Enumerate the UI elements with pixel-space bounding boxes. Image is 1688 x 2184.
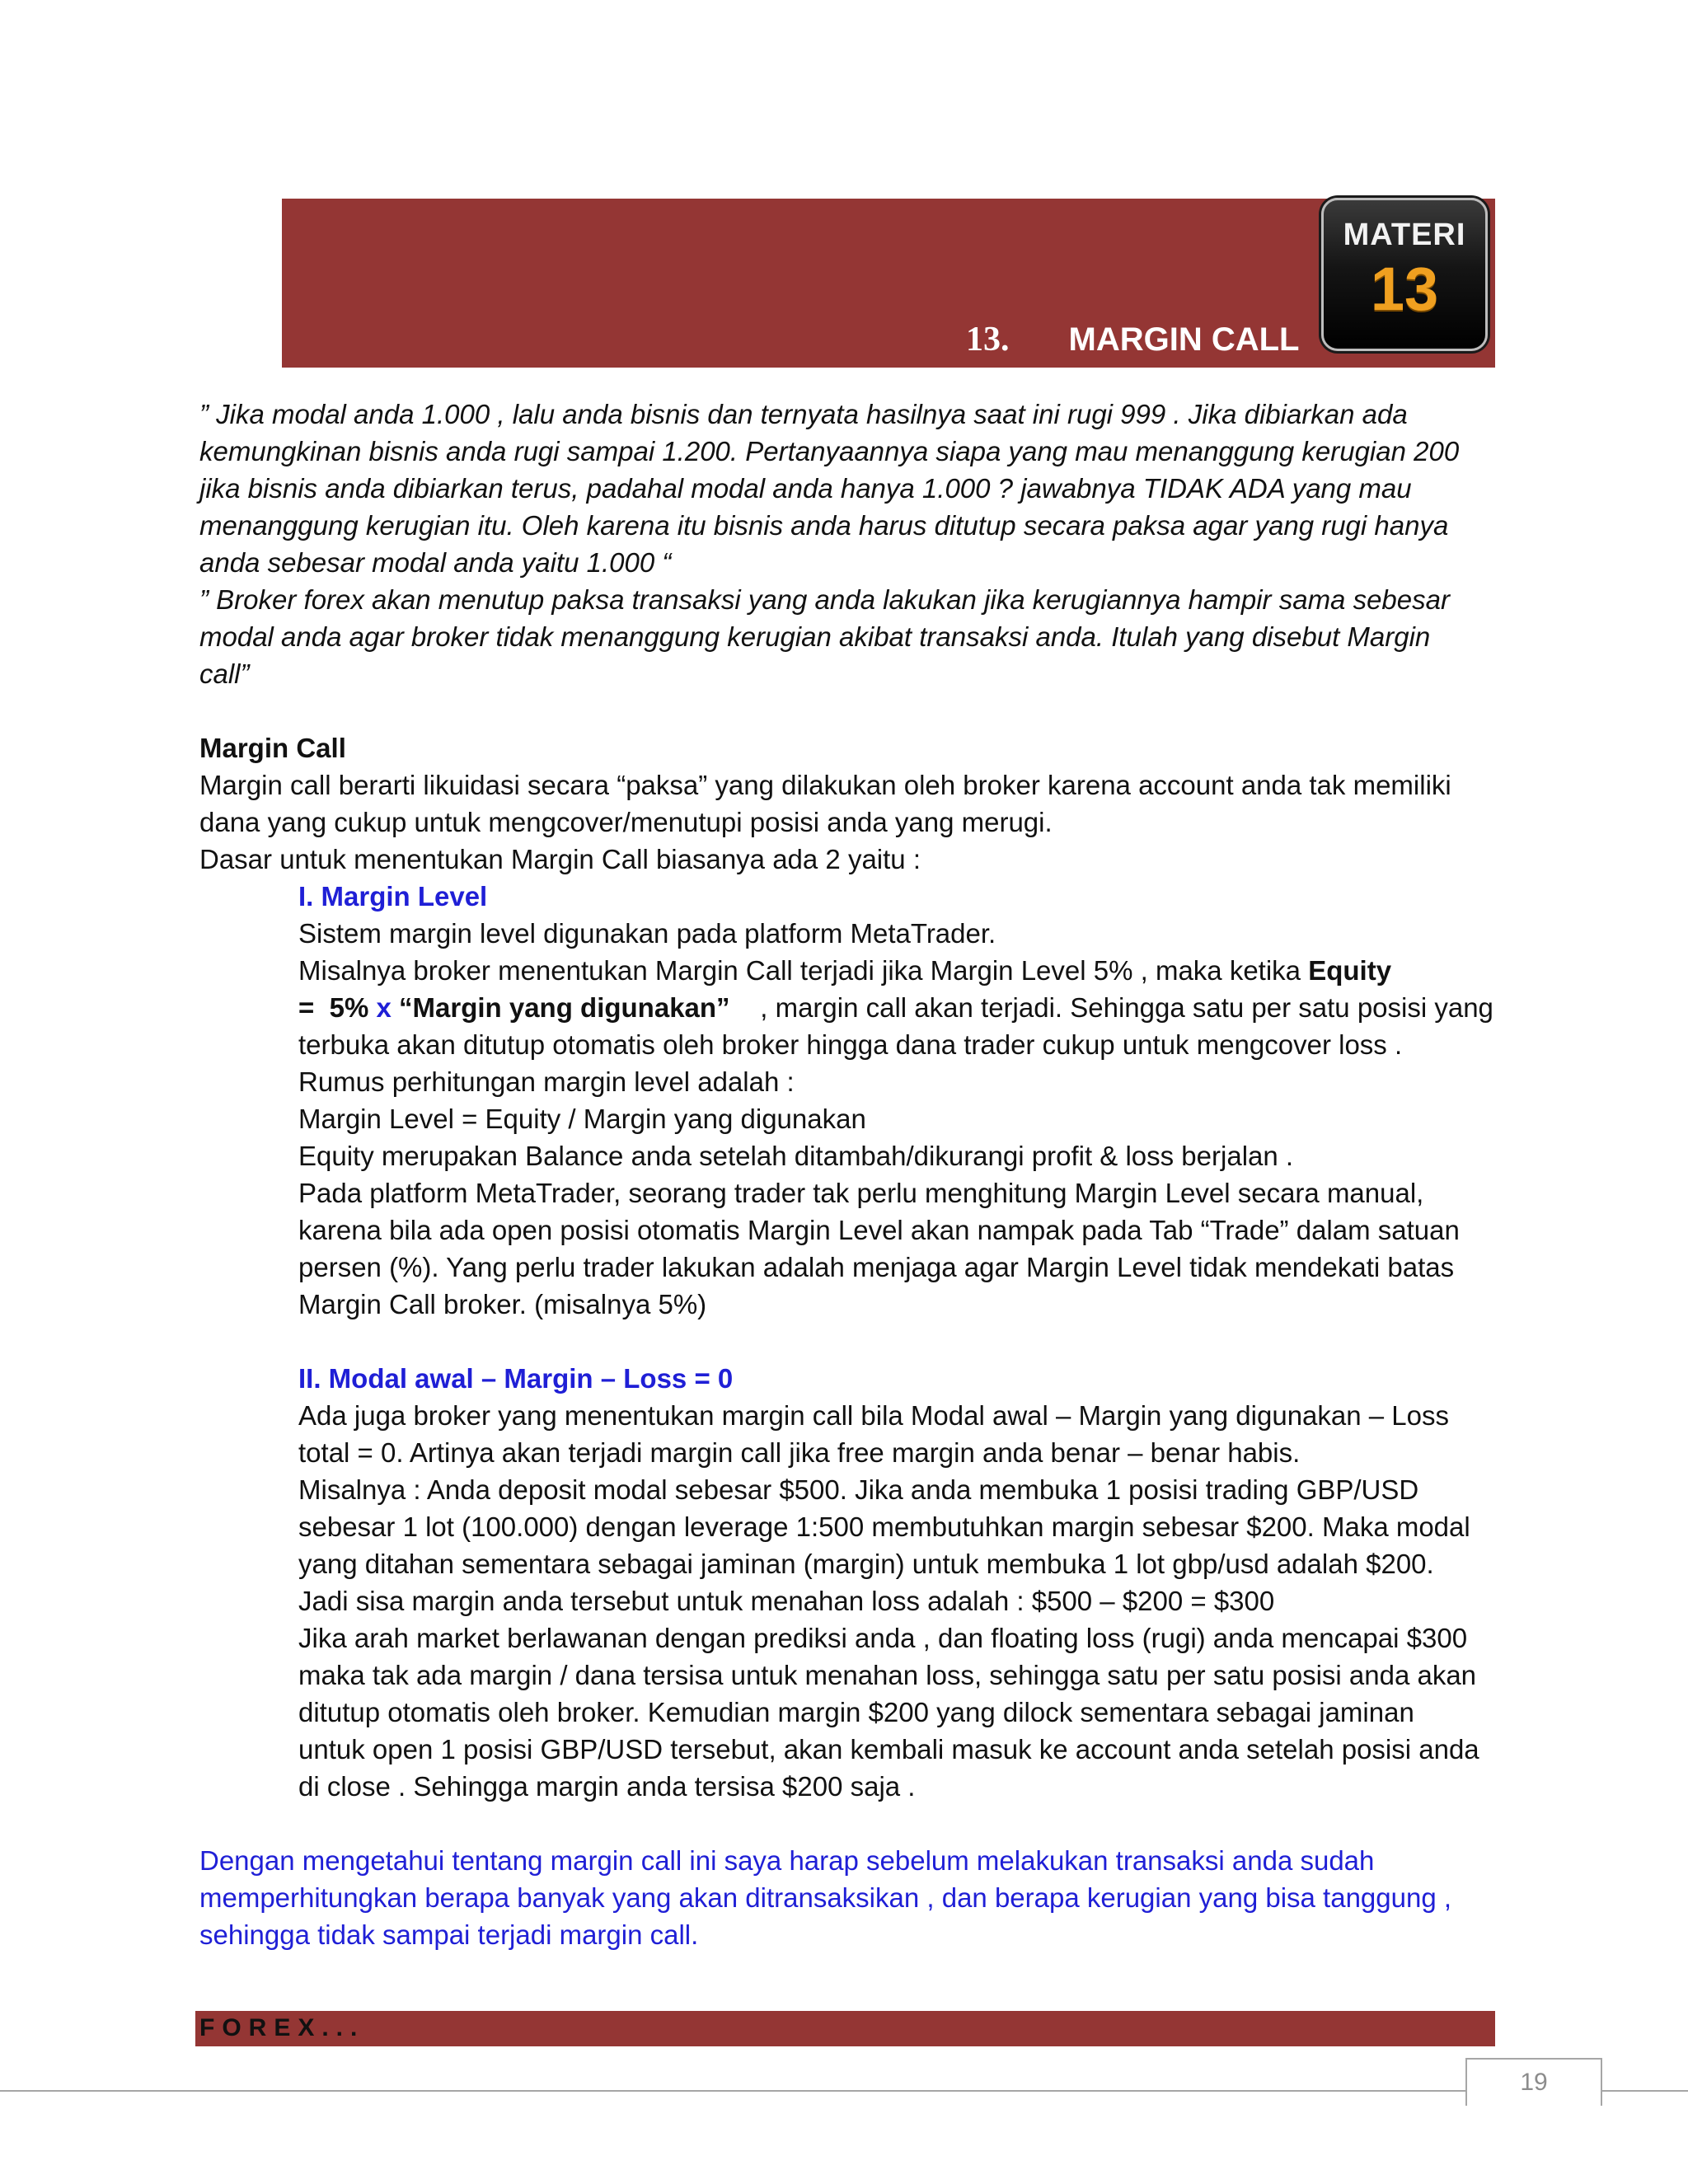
section-heading-margin-call: Margin Call <box>199 733 346 763</box>
text-line: karena bila ada open posisi otomatis Margin Level akan nampak pada Tab “Trade” dalam satuan <box>298 1215 1460 1245</box>
section-margin-level <box>298 878 1493 1805</box>
text-line: persen (%). Yang perlu trader lakukan adalah menjaga agar Margin Level tidak mendekati batas <box>298 1252 1455 1282</box>
text-line: jika bisnis anda dibiarkan terus, padahal modal anda hanya 1.000 ? jawabnya TIDAK ADA yang mau <box>199 473 1412 504</box>
text-line: Margin Call broker. (misalnya 5%) <box>298 1289 707 1319</box>
text-line: anda sebesar modal anda yaitu 1.000 “ <box>199 547 672 578</box>
section-heading-margin-level: I. Margin Level <box>298 881 488 912</box>
materi-badge <box>1321 198 1488 351</box>
text-line: Sistem margin level digunakan pada platform MetaTrader. <box>298 918 996 949</box>
footer-bar <box>195 2011 1495 2046</box>
text-line: di close . Sehingga margin anda tersisa $200 saja . <box>298 1771 916 1802</box>
page-content <box>199 396 1493 1953</box>
text-line: Rumus perhitungan margin level adalah : <box>298 1066 795 1097</box>
badge-label: MATERI <box>1343 218 1466 252</box>
text-line: yang ditahan sementara sebagai jaminan (margin) untuk membuka 1 lot gbp/usd adalah $200. <box>298 1549 1434 1579</box>
text-line: Jika arah market berlawanan dengan prediksi anda , dan floating loss (rugi) anda mencapai $300 <box>298 1623 1468 1653</box>
text-line: Margin call berarti likuidasi secara “paksa” yang dilakukan oleh broker karena account anda tak memiliki <box>199 770 1451 800</box>
text-line: Ada juga broker yang menentukan margin call bila Modal awal – Margin yang digunakan – Loss <box>298 1400 1450 1431</box>
text-line: sebesar 1 lot (100.000) dengan leverage 1:500 membutuhkan margin sebesar $200. Maka modal <box>298 1511 1470 1542</box>
text-line: Margin Level = Equity / Margin yang digunakan <box>298 1104 866 1134</box>
chapter-heading <box>966 315 1299 364</box>
closing-paragraph <box>199 1842 1493 1953</box>
text-line: ” Jika modal anda 1.000 , lalu anda bisnis dan ternyata hasilnya saat ini rugi 999 . Jika dibiarkan ada <box>199 399 1408 429</box>
footer-rule <box>0 2090 1688 2092</box>
text-line: Misalnya : Anda deposit modal sebesar $500. Jika anda membuka 1 posisi trading GBP/USD <box>298 1474 1419 1505</box>
text-line: Misalnya broker menentukan Margin Call terjadi jika Margin Level 5% , maka ketika Equity <box>298 955 1392 986</box>
text-line: sehingga tidak sampai terjadi margin call. <box>199 1919 699 1950</box>
text-line: untuk open 1 posisi GBP/USD tersebut, akan kembali masuk ke account anda setelah posisi anda <box>298 1734 1479 1765</box>
text-line: ditutup otomatis oleh broker. Kemudian margin $200 yang dilock sementara sebagai jaminan <box>298 1697 1414 1727</box>
text-line: memperhitungkan berapa banyak yang akan ditransaksikan , dan berapa kerugian yang bisa tanggung , <box>199 1882 1452 1913</box>
page-number: 19 <box>1465 2058 1602 2106</box>
text-line: Pada platform MetaTrader, seorang trader tak perlu menghitung Margin Level secara manual, <box>298 1178 1424 1208</box>
text-line: Dengan mengetahui tentang margin call ini saya harap sebelum melakukan transaksi anda sudah <box>199 1845 1375 1876</box>
text-line: modal anda agar broker tidak menanggung kerugian akibat transaksi anda. Itulah yang disebut Margin <box>199 621 1431 652</box>
text-line: total = 0. Artinya akan terjadi margin call jika free margin anda benar – benar habis. <box>298 1437 1301 1468</box>
chapter-title: MARGIN CALL <box>1068 321 1300 358</box>
text-line: Jadi sisa margin anda tersebut untuk menahan loss adalah : $500 – $200 = $300 <box>298 1586 1275 1616</box>
text-line: Dasar untuk menentukan Margin Call biasanya ada 2 yaitu : <box>199 844 921 874</box>
text-line: dana yang cukup untuk mengcover/menutupi posisi anda yang merugi. <box>199 807 1053 837</box>
text-line: Equity merupakan Balance anda setelah ditambah/dikurangi profit & loss berjalan . <box>298 1141 1294 1171</box>
text-line: kemungkinan bisnis anda rugi sampai 1.200. Pertanyaannya siapa yang mau menanggung kerugian 200 <box>199 436 1460 466</box>
chapter-banner <box>282 199 1495 368</box>
text-line: call” <box>199 658 250 689</box>
badge-number: 13 <box>1370 255 1439 323</box>
intro-quote-2 <box>199 581 1493 692</box>
footer-label: FOREX... <box>199 2014 365 2041</box>
text-line: menanggung kerugian itu. Oleh karena itu bisnis anda harus ditutup secara paksa agar yang rugi hanya <box>199 510 1449 541</box>
text-line: = 5% x “Margin yang digunakan” , margin call akan terjadi. Sehingga satu per satu posisi yang <box>298 992 1493 1023</box>
text-line: ” Broker forex akan menutup paksa transaksi yang anda lakukan jika kerugiannya hampir sama sebesar <box>199 584 1450 615</box>
text-line: terbuka akan ditutup otomatis oleh broker hingga dana trader cukup untuk mengcover loss . <box>298 1029 1403 1060</box>
text-line: maka tak ada margin / dana tersisa untuk menahan loss, sehingga satu per satu posisi anda akan <box>298 1660 1477 1690</box>
section-heading-modal-awal: II. Modal awal – Margin – Loss = 0 <box>298 1363 734 1394</box>
intro-quote-1 <box>199 396 1493 581</box>
chapter-number: 13. <box>966 321 1010 359</box>
